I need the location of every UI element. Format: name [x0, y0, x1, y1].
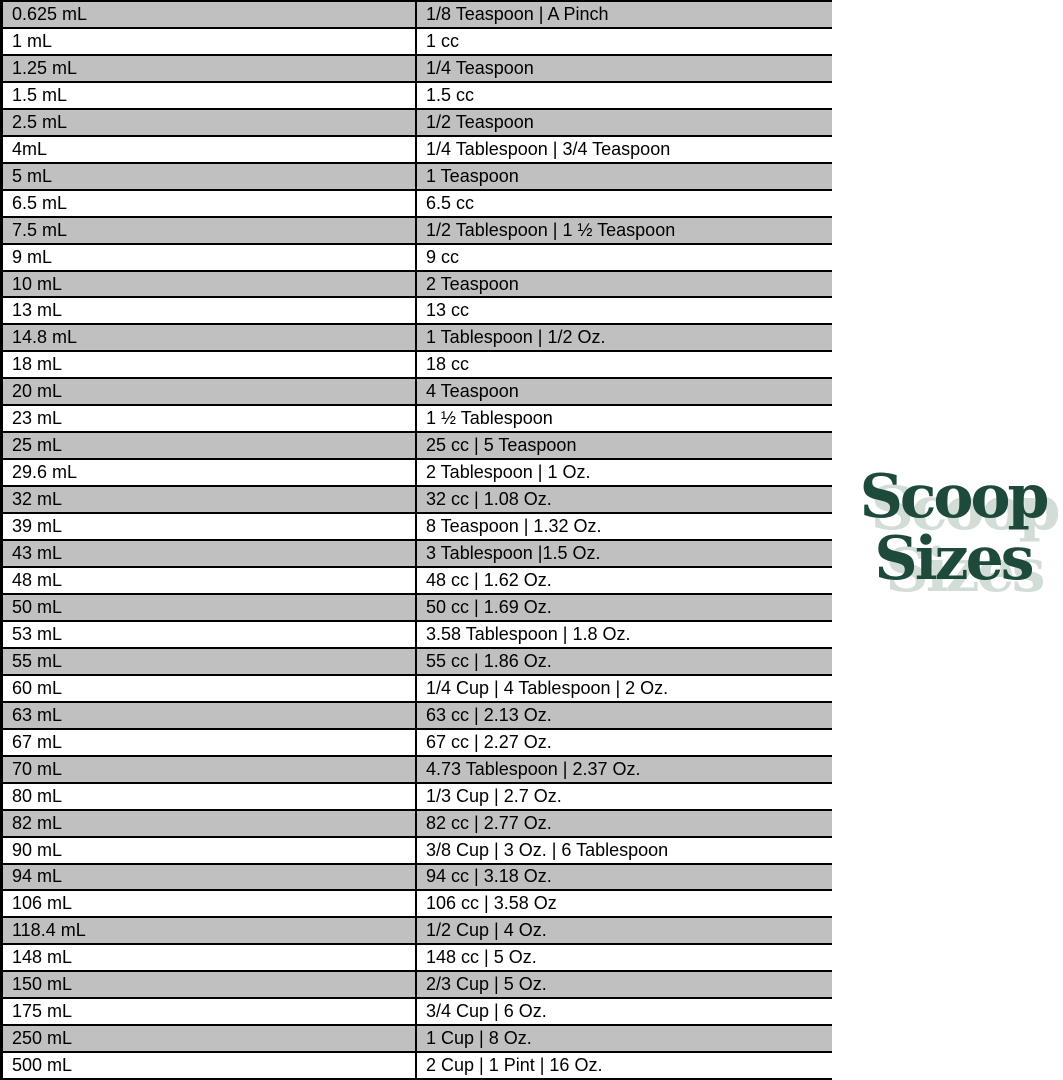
ml-cell: 70 mL — [3, 757, 417, 782]
ml-cell: 2.5 mL — [3, 110, 417, 135]
table-row — [3, 296, 832, 323]
ml-cell: 67 mL — [3, 730, 417, 755]
table-row — [3, 189, 832, 216]
conversion-cell: 13 cc — [426, 300, 470, 321]
table-row — [3, 1024, 832, 1051]
table-row — [3, 81, 832, 108]
ml-cell: 18 mL — [3, 352, 417, 377]
conversion-cell: 25 cc | 5 Teaspoon — [426, 435, 577, 456]
ml-cell: 39 mL — [3, 514, 417, 539]
table-row — [3, 0, 832, 27]
conversion-cell: 94 cc | 3.18 Oz. — [426, 866, 552, 887]
ml-cell: 7.5 mL — [3, 218, 417, 243]
table-row — [3, 593, 832, 620]
ml-cell: 60 mL — [3, 676, 417, 701]
ml-cell: 90 mL — [3, 838, 417, 863]
ml-cell: 0.625 mL — [3, 2, 417, 27]
conversion-cell: 1 ½ Tablespoon — [426, 408, 553, 429]
table-row — [3, 836, 832, 863]
conversion-cell: 4 Teaspoon — [426, 381, 519, 402]
table-row — [3, 782, 832, 809]
conversion-cell: 3/8 Cup | 3 Oz. | 6 Tablespoon — [426, 839, 669, 860]
table-row — [3, 728, 832, 755]
conversion-cell: 3 Tablespoon |1.5 Oz. — [426, 543, 601, 564]
conversion-cell: 1/3 Cup | 2.7 Oz. — [426, 785, 562, 806]
table-row — [3, 162, 832, 189]
table-row — [3, 943, 832, 970]
table-row — [3, 135, 832, 162]
conversion-cell: 2 Cup | 1 Pint | 16 Oz. — [426, 1055, 603, 1076]
conversion-cell: 48 cc | 1.62 Oz. — [426, 569, 552, 590]
ml-cell: 1.25 mL — [3, 56, 417, 81]
table-row — [3, 889, 832, 916]
ml-cell: 43 mL — [3, 541, 417, 566]
table-row — [3, 108, 832, 135]
ml-cell: 4mL — [3, 137, 417, 162]
ml-cell: 23 mL — [3, 406, 417, 431]
table-row — [3, 323, 832, 350]
conversion-cell: 1/8 Teaspoon | A Pinch — [426, 3, 609, 24]
table-row — [3, 755, 832, 782]
ml-cell: 500 mL — [3, 1053, 417, 1078]
conversion-cell: 55 cc | 1.86 Oz. — [426, 650, 552, 671]
ml-cell: 29.6 mL — [3, 460, 417, 485]
conversion-cell: 2 Tablespoon | 1 Oz. — [426, 462, 591, 483]
conversion-cell: 1.5 cc — [426, 84, 475, 105]
table-row — [3, 701, 832, 728]
ml-cell: 14.8 mL — [3, 325, 417, 350]
table-row — [3, 620, 832, 647]
table-row — [3, 404, 832, 431]
conversion-cell: 32 cc | 1.08 Oz. — [426, 489, 552, 510]
conversion-cell: 50 cc | 1.69 Oz. — [426, 596, 552, 617]
conversion-cell: 9 cc — [426, 246, 460, 267]
conversion-cell: 3/4 Cup | 6 Oz. — [426, 1001, 547, 1022]
table-row — [3, 916, 832, 943]
table-row — [3, 377, 832, 404]
ml-cell: 13 mL — [3, 298, 417, 323]
table-row — [3, 809, 832, 836]
conversion-cell: 63 cc | 2.13 Oz. — [426, 704, 552, 725]
ml-cell: 106 mL — [3, 891, 417, 916]
conversion-cell: 82 cc | 2.77 Oz. — [426, 812, 552, 833]
conversion-cell: 3.58 Tablespoon | 1.8 Oz. — [426, 623, 631, 644]
ml-cell: 148 mL — [3, 945, 417, 970]
conversion-cell: 148 cc | 5 Oz. — [426, 947, 537, 968]
table-row — [3, 216, 832, 243]
ml-cell: 50 mL — [3, 595, 417, 620]
ml-cell: 9 mL — [3, 245, 417, 270]
ml-cell: 80 mL — [3, 784, 417, 809]
ml-cell: 1.5 mL — [3, 83, 417, 108]
ml-cell: 48 mL — [3, 568, 417, 593]
ml-cell: 25 mL — [3, 433, 417, 458]
table-row — [3, 243, 832, 270]
conversion-cell: 1 Cup | 8 Oz. — [426, 1028, 532, 1049]
ml-cell: 82 mL — [3, 811, 417, 836]
conversion-cell: 1 cc — [426, 30, 460, 51]
conversion-cell: 1/2 Tablespoon | 1 ½ Teaspoon — [426, 219, 676, 240]
ml-cell: 175 mL — [3, 999, 417, 1024]
logo-line-1: Scoop — [859, 462, 1047, 532]
conversion-cell: 1/4 Cup | 4 Tablespoon | 2 Oz. — [426, 677, 669, 698]
ml-cell: 53 mL — [3, 622, 417, 647]
ml-cell: 6.5 mL — [3, 191, 417, 216]
ml-cell: 250 mL — [3, 1026, 417, 1051]
conversion-cell: 67 cc | 2.27 Oz. — [426, 731, 552, 752]
table-row — [3, 997, 832, 1024]
table-row — [3, 1051, 832, 1078]
ml-cell: 150 mL — [3, 972, 417, 997]
ml-cell: 118.4 mL — [3, 918, 417, 943]
conversion-cell: 1 Tablespoon | 1/2 Oz. — [426, 327, 606, 348]
ml-cell: 94 mL — [3, 865, 417, 890]
table-row — [3, 647, 832, 674]
ml-cell: 20 mL — [3, 379, 417, 404]
conversion-cell: 1/2 Teaspoon — [426, 111, 534, 132]
table-row — [3, 863, 832, 890]
ml-cell: 1 mL — [3, 29, 417, 54]
table-row — [3, 970, 832, 997]
conversion-cell: 2/3 Cup | 5 Oz. — [426, 974, 547, 995]
conversion-cell: 18 cc — [426, 354, 470, 375]
table-row — [3, 431, 832, 458]
table-row — [3, 674, 832, 701]
table-row — [3, 566, 832, 593]
ml-cell: 5 mL — [3, 164, 417, 189]
conversion-cell: 2 Teaspoon — [426, 273, 519, 294]
conversion-cell: 1/2 Cup | 4 Oz. — [426, 920, 547, 941]
conversion-cell: 8 Teaspoon | 1.32 Oz. — [426, 516, 602, 537]
logo-line-2: Sizes — [874, 524, 1032, 594]
table-row — [3, 270, 832, 297]
conversion-cell: 1/4 Teaspoon — [426, 57, 534, 78]
table-row — [3, 350, 832, 377]
table-row — [3, 485, 832, 512]
conversion-cell: 1/4 Tablespoon | 3/4 Teaspoon — [426, 138, 671, 159]
conversion-cell: 6.5 cc — [426, 192, 475, 213]
table-row — [3, 512, 832, 539]
scoop-sizes-logo — [843, 462, 1063, 594]
table-row — [3, 539, 832, 566]
table-row — [3, 458, 832, 485]
table-row — [3, 54, 832, 81]
ml-cell: 10 mL — [3, 272, 417, 297]
conversion-cell: 1 Teaspoon — [426, 165, 519, 186]
table-row — [3, 27, 832, 54]
ml-cell: 32 mL — [3, 487, 417, 512]
ml-cell: 63 mL — [3, 703, 417, 728]
conversion-cell: 4.73 Tablespoon | 2.37 Oz. — [426, 758, 641, 779]
conversion-cell: 106 cc | 3.58 Oz — [426, 893, 557, 914]
ml-cell: 55 mL — [3, 649, 417, 674]
